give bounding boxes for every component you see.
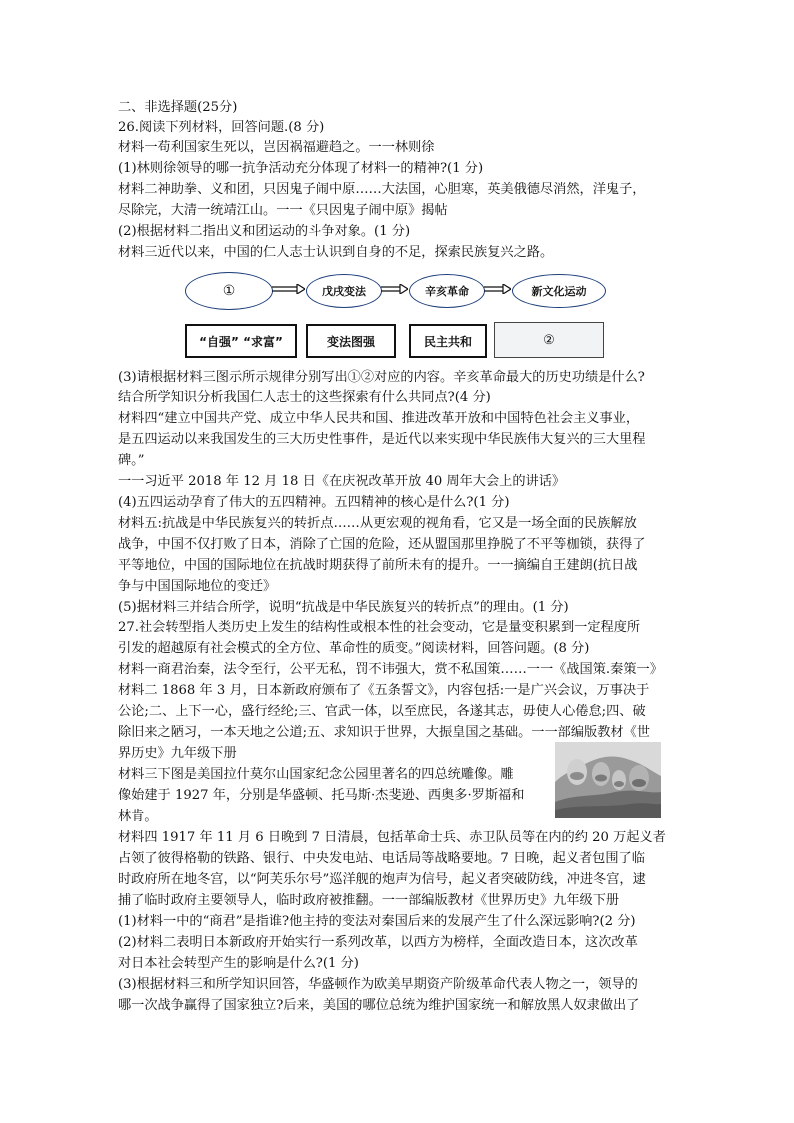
q27-material-1: 材料一商君治秦，法令至行，公平无私，罚不讳强大，赏不私国策……一一《战国策.秦策一》 xyxy=(118,662,663,677)
q26-material-2-line-1: 材料二神助拳、义和团，只因鬼子闹中原……大法国，心胆寒，英美俄德尽消然，洋鬼子， xyxy=(118,182,646,197)
q26-material-4-line-1: 材料四“建立中国共产党、成立中华人民共和国、推进改革开放和中国特色社会主义事业， xyxy=(118,411,640,426)
mount-rushmore-photo xyxy=(555,742,661,818)
q27-question-3-line-1: (3)根据材料三和所学知识回答，华盛顿作为欧美早期资产阶级革命代表人物之一，领导的 xyxy=(118,977,638,992)
q27-material-2-line-1: 材料二 1868 年 3 月，日本新政府颁布了《五条誓文》，内容包括:一是广兴会议，万事决于 xyxy=(118,683,650,698)
flow-stage-label: 戊戌变法 xyxy=(322,285,366,298)
q27-material-2-line-2: 公论;二、上下一心，盛行经纶;三、官武一体，以至庶民，各遂其志，毋使人心倦怠;四、破 xyxy=(118,704,646,719)
q27-question-1: (1)材料一中的“商君”是指谁?他主持的变法对秦国后来的发展产生了什么深远影响?(2 分) xyxy=(118,914,636,929)
q26-question-4: (4)五四运动孕育了伟大的五四精神。五四精神的核心是什么?(1 分) xyxy=(118,495,510,510)
q27-material-2-line-3: 除旧来之陋习，一本天地之公道;五、求知识于世界，大振皇国之基础。一一部编版教材《世 xyxy=(118,725,650,740)
q26-material-2-line-2: 尽除完，大清一统靖江山。一一《只因鬼子闹中原》揭帖 xyxy=(118,203,448,218)
q26-question-1: (1)林则徐领导的哪一抗争活动充分体现了材料一的精神?(1 分) xyxy=(118,161,484,176)
q26-question-2: (2)根据材料二指出义和团运动的斗争对象。(1 分) xyxy=(118,224,411,239)
q26-material-1: 材料一苟利国家生死以，岂因祸福避趋之。一一林则徐 xyxy=(118,140,435,155)
q27-material-4-line-1: 材料四 1917 年 11 月 6 日晚到 7 日清晨，包括革命士兵、赤卫队员等在内的约 20 万起义者 xyxy=(118,830,666,845)
q27-material-4-line-3: 时政府所在地冬宫，以“阿芙乐尔号”巡洋舰的炮声为信号，起义者突破防线，冲进冬宫，逮 xyxy=(118,872,646,887)
flow-stage-label: 辛亥革命 xyxy=(425,285,469,298)
q27-question-2-line-1: (2)材料二表明日本新政府开始实行一系列改革，以西方为榜样，全面改造日本，这次改革 xyxy=(118,935,638,950)
flow-box-reform: 变法图强 xyxy=(306,324,396,358)
q26-material-4-line-2: 是五四运动以来我国发生的三大历史性事件，是近代以来实现中华民族伟大复兴的三大里程 xyxy=(118,432,646,447)
q26-question-3-line-2: 结合所学知识分析我国仁人志士的这些探索有什么共同点?(4 分) xyxy=(118,390,491,405)
double-arrow-icon xyxy=(484,284,511,294)
flow-box-republic: 民主共和 xyxy=(409,324,487,358)
flow-stage-label: 新文化运动 xyxy=(531,285,587,298)
q26-material-4-source: 一一习近平 2018 年 12 月 18 日《在庆祝改革开放 40 周年大会上的讲话》 xyxy=(118,474,566,489)
q26-material-5-line-4: 争与中国国际地位的变迁》 xyxy=(118,579,277,594)
q27-material-4-line-4: 捕了临时政府主要领导人，临时政府被推翻。一一部编版教材《世界历史》九年级下册 xyxy=(118,893,620,908)
q27-intro-line-2: 引发的超越原有社会模式的全方位、革命性的质变。”阅读材料，回答问题。(8 分) xyxy=(118,641,590,656)
flow-stage-xinhai xyxy=(409,274,485,308)
q26-material-3: 材料三近代以来，中国的仁人志士认识到自身的不足，探索民族复兴之路。 xyxy=(118,245,554,260)
q26-material-5-line-3: 平等地位，中国的国际地位在抗战时期获得了前所未有的提升。一一摘编自王建朗(抗日战 xyxy=(118,558,638,573)
q27-question-3-line-2: 哪一次战争赢得了国家独立?后来，美国的哪位总统为维护国家统一和解放黑人奴隶做出了 xyxy=(118,998,640,1013)
q26-material-5-line-2: 战争，中国不仅打败了日本，消除了亡国的危险，还从盟国那里挣脱了不平等枷锁，获得了 xyxy=(118,537,646,552)
flow-box-blank-2: ② xyxy=(494,322,604,358)
section-header: 二、非选择题(25分) xyxy=(118,100,238,115)
reform-flowchart xyxy=(180,270,610,365)
flow-stage-wuxu xyxy=(306,274,382,308)
q27-intro-line-1: 27.社会转型指人类历史上发生的结构性或根本性的社会变动，它是量变积累到一定程度所 xyxy=(118,620,641,635)
double-arrow-icon xyxy=(272,284,305,294)
q27-material-4-line-2: 占领了彼得格勒的铁路、银行、中央发电站、电话局等战略要地。7 日晚，起义者包围了临 xyxy=(118,851,645,866)
q26-question-5: (5)据材料三并结合所学，说明“抗战是中华民族复兴的转折点”的理由。(1 分) xyxy=(118,600,569,615)
q27-question-2-line-2: 对日本社会转型产生的影响是什么?(1 分) xyxy=(118,956,359,971)
mount-rushmore-image xyxy=(555,742,661,818)
double-arrow-icon xyxy=(381,284,408,294)
q27-material-3-line-3: 林肯。 xyxy=(118,809,158,824)
flow-stage-new-culture xyxy=(512,274,606,308)
q26-material-4-line-3: 碑。” xyxy=(118,453,145,468)
q26-intro: 26.阅读下列材料，回答问题.(8 分) xyxy=(118,120,325,135)
q27-material-3-line-2: 像始建于 1927 年，分别是华盛顿、托马斯·杰斐逊、西奥多·罗斯福和 xyxy=(118,788,525,803)
q27-material-3-line-1: 材料三下图是美国拉什莫尔山国家纪念公园里著名的四总统雕像。雕 xyxy=(118,767,514,782)
q26-question-3-line-1: (3)请根据材料三图示所示规律分别写出①②对应的内容。辛亥革命最大的历史功绩是什么? xyxy=(118,370,645,385)
q27-material-2-line-4: 界历史》九年级下册 xyxy=(118,746,237,761)
q26-material-5-line-1: 材料五:抗战是中华民族复兴的转折点……从更宏观的视角看，它又是一场全面的民族解放 xyxy=(118,516,637,531)
flow-box-self-strengthening: “自强” “求富” xyxy=(185,324,297,358)
flow-oval-blank-1: ① xyxy=(185,272,273,310)
